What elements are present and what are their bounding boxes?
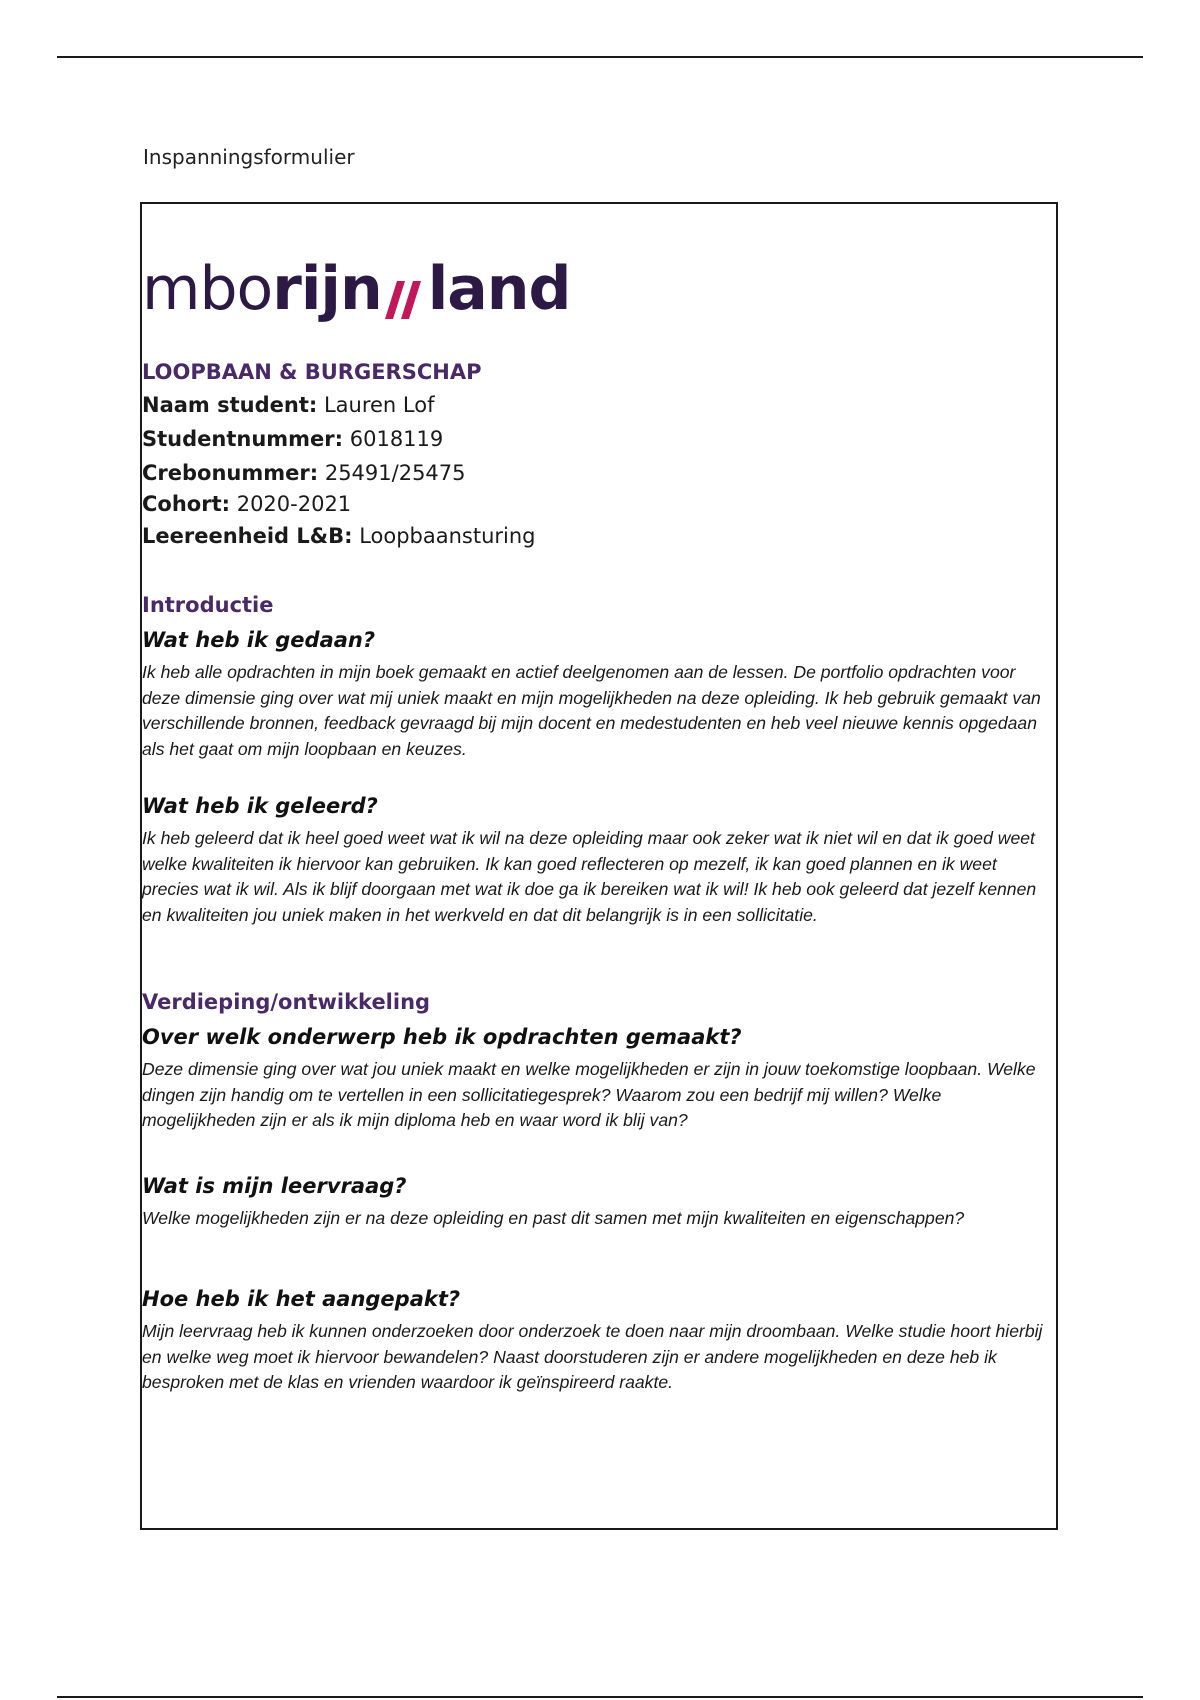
logo-slashes-icon — [383, 259, 427, 319]
course-label: LOOPBAAN & BURGERSCHAP — [142, 360, 482, 384]
question-heading: Over welk onderwerp heb ik opdrachten gemaakt? — [142, 1025, 742, 1049]
answer-paragraph: Deze dimensie ging over wat jou uniek maakt en welke mogelijkheden er zijn in jouw toekomstige loopbaan. Welke dingen zijn handig om te vertellen in een sollicitatiegesprek? Waarom zou een bedrijf mij willen? Welke mogelijkheden zijn er als ik mijn diploma heb en waar word ik blij van? — [142, 1059, 1036, 1130]
meta-value: 2020-2021 — [236, 492, 352, 516]
bottom-rule — [57, 1696, 1143, 1698]
logo-part-rijn: rijn — [272, 254, 382, 324]
meta-cohort — [142, 492, 351, 516]
meta-learning-unit — [142, 524, 536, 548]
section-heading-verdieping: Verdieping/ontwikkeling — [142, 990, 431, 1014]
question-heading: Hoe heb ik het aangepakt? — [142, 1287, 461, 1311]
meta-student-name — [142, 393, 434, 417]
mborijnland-logo — [142, 254, 570, 324]
meta-label: Cohort: — [142, 492, 231, 516]
question-heading: Wat heb ik geleerd? — [142, 794, 378, 818]
meta-label: Crebonummer: — [142, 461, 319, 485]
answer-paragraph: Welke mogelijkheden zijn er na deze opleiding en past dit samen met mijn kwaliteiten en eigenschappen? — [142, 1208, 965, 1228]
top-rule — [57, 56, 1143, 58]
meta-label: Studentnummer: — [142, 427, 344, 451]
logo-part-mbo: mbo — [142, 254, 273, 324]
meta-value: 25491/25475 — [324, 461, 466, 485]
answer-paragraph: Ik heb geleerd dat ik heel goed weet wat ik wil na deze opleiding maar ook zeker wat ik niet wil en dat ik goed weet welke kwaliteiten ik hiervoor kan gebruiken. Ik kan goed reflecteren op mezelf, ik kan goed plannen en ik weet precies wat ik wil. Als ik blijf doorgaan met wat ik doe ga ik bereiken wat ik wil! Ik heb ook geleerd dat jezelf kennen en kwaliteiten jou uniek maken in het werkveld en dat dit belangrijk is in een sollicitatie. — [142, 828, 1037, 925]
logo-part-land: land — [427, 254, 571, 324]
section-heading-introductie: Introductie — [142, 593, 274, 617]
meta-label: Leereenheid L&B: — [142, 524, 353, 548]
question-heading: Wat is mijn leervraag? — [142, 1174, 407, 1198]
meta-crebo-number — [142, 461, 466, 485]
meta-value: 6018119 — [349, 427, 444, 451]
document-title: Inspanningsformulier — [143, 145, 355, 169]
question-heading: Wat heb ik gedaan? — [142, 628, 376, 652]
meta-value: Loopbaansturing — [359, 524, 536, 548]
answer-paragraph: Ik heb alle opdrachten in mijn boek gemaakt en actief deelgenomen aan de lessen. De portfolio opdrachten voor deze dimensie ging over wat mij uniek maakt en mijn mogelijkheden na deze opleiding. Ik heb gebruik gemaakt van verschillende bronnen, feedback gevraagd bij mijn docent en medestudenten en heb veel nieuwe kennis opgedaan als het gaat om mijn loopbaan en keuzes. — [142, 662, 1041, 759]
meta-label: Naam student: — [142, 393, 318, 417]
meta-value: Lauren Lof — [323, 393, 435, 417]
meta-student-number — [142, 427, 443, 451]
answer-paragraph: Mijn leervraag heb ik kunnen onderzoeken door onderzoek te doen naar mijn droombaan. Welke studie hoort hierbij en welke weg moet ik hiervoor bewandelen? Naast doorstuderen zijn er andere mogelijkheden en deze heb ik besproken met de klas en vrienden waardoor ik geïnspireerd raakte. — [142, 1321, 1043, 1392]
